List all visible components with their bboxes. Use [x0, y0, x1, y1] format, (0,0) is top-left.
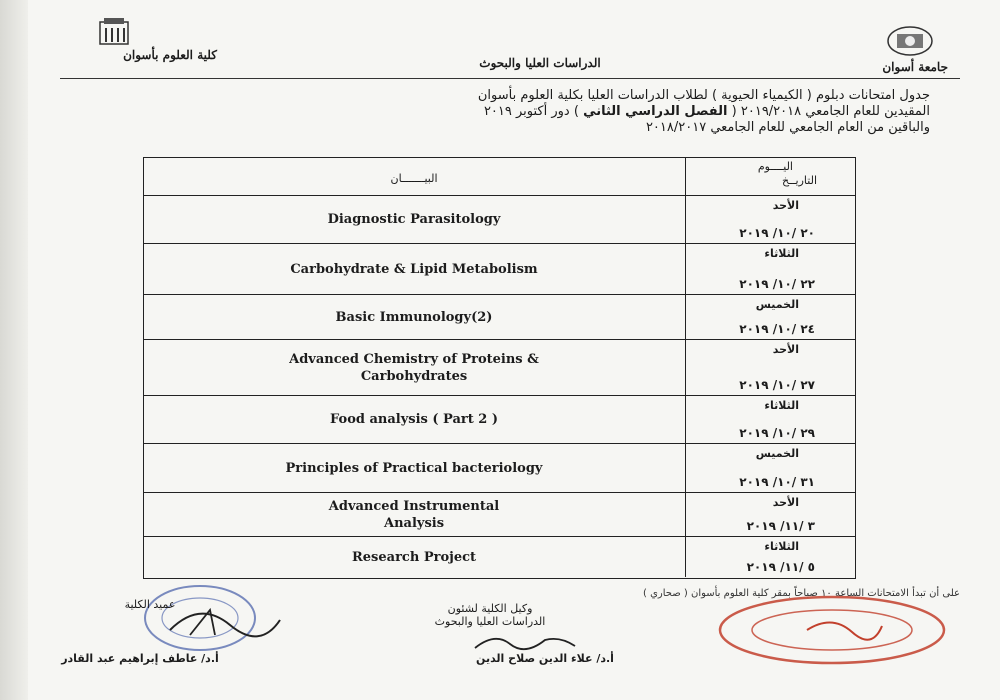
exam-date: ٢٧ /١٠/ ٢٠١٩	[739, 378, 815, 392]
exam-day: الأحد	[772, 496, 799, 509]
header-description: البيـــــــان	[390, 172, 438, 185]
table-row	[144, 340, 855, 396]
exam-date: ٢٩ /١٠/ ٢٠١٩	[739, 426, 815, 440]
university-name: جامعة أسوان	[882, 60, 948, 74]
exam-day: الأحد	[772, 199, 799, 212]
exam-date: ٣ /١١/ ٢٠١٩	[746, 519, 815, 533]
exam-schedule-table	[143, 157, 856, 579]
university-emblem-icon	[885, 24, 935, 58]
title-line-2-c: ) دور أكتوبر ٢٠١٩	[483, 104, 579, 119]
exam-time-note: على أن تبدأ الامتحانات الساعة ١٠ صباحاً بمقر كلية العلوم بأسوان ( صحاري )	[642, 588, 960, 599]
exam-date: ٢٠ /١٠/ ٢٠١٩	[739, 226, 815, 240]
subject-cell: Research Project	[351, 549, 477, 565]
title-line-3: والباقين من العام الجامعي للعام الجامعي ٢٠١٨/٢٠١٧	[645, 120, 930, 135]
exam-date: ٢٢ /١٠/ ٢٠١٩	[739, 277, 815, 291]
table-row	[144, 444, 855, 493]
exam-date: ٥ /١١/ ٢٠١٩	[746, 560, 815, 574]
exam-day: الثلاثاء	[764, 399, 799, 412]
date-cell	[685, 196, 855, 243]
header-date: التاريــخ	[782, 174, 817, 187]
date-cell	[685, 493, 855, 536]
date-cell	[685, 295, 855, 339]
header-divider	[60, 78, 960, 79]
table-row	[144, 196, 855, 244]
subject-cell: Basic Immunology(2)	[335, 309, 493, 325]
semester-label: الفصل الدراسي الثاني	[583, 104, 728, 119]
title-line-2-a: المقيدين للعام الجامعي ٢٠١٩/٢٠١٨ (	[731, 104, 930, 119]
page-fold-shadow	[0, 0, 28, 700]
dean-title: عميد الكلية	[124, 598, 176, 611]
table-row	[144, 396, 855, 444]
subject-cell: Advanced Instrumental Analysis	[328, 498, 500, 531]
document-title	[150, 88, 930, 136]
faculty-stamp-icon	[140, 580, 290, 660]
title-line-1: جدول امتحانات دبلوم ( الكيمياء الحيوية ) لطلاب الدراسات العليا بكلية العلوم بأسوان	[477, 88, 930, 103]
dean-name: أ.د/ عاطف إبراهيم عبد القادر	[61, 652, 219, 665]
vice-dean-title: وكيل الكلية لشئون الدراسات العليا والبحوث	[434, 602, 546, 628]
table-row	[144, 295, 855, 340]
vice-dean-signature-icon	[470, 630, 580, 654]
exam-day: الثلاثاء	[764, 247, 799, 260]
subject-cell: Diagnostic Parasitology	[327, 212, 501, 227]
exam-day: الأحد	[772, 343, 799, 356]
faculty-name: كلية العلوم بأسوان	[123, 48, 217, 62]
table-header-row	[144, 158, 855, 196]
title-line-2	[150, 104, 930, 120]
date-cell	[685, 537, 855, 577]
department-name: الدراسات العليا والبحوث	[479, 56, 601, 70]
table-row	[144, 244, 855, 295]
exam-date: ٣١ /١٠/ ٢٠١٩	[739, 475, 815, 489]
table-row	[144, 493, 855, 537]
subject-cell: Carbohydrate & Lipid Metabolism	[290, 261, 538, 277]
date-cell	[685, 396, 855, 443]
vice-dean-name: أ.د/ علاء الدين صلاح الدين	[476, 652, 614, 665]
subject-cell: Principles of Practical bacteriology	[285, 460, 543, 476]
exam-day: الخميس	[755, 447, 799, 460]
subject-cell: Advanced Chemistry of Proteins & Carbohydrates	[289, 351, 539, 384]
exam-day: الثلاثاء	[764, 540, 799, 553]
department-stamp-icon	[712, 592, 952, 667]
table-row	[144, 537, 855, 577]
date-cell	[685, 244, 855, 294]
faculty-emblem-icon	[96, 16, 132, 46]
date-cell	[685, 444, 855, 492]
subject-cell: Food analysis ( Part 2 )	[330, 412, 498, 427]
header-date-cell	[685, 158, 855, 195]
exam-date: ٢٤ /١٠/ ٢٠١٩	[739, 322, 815, 336]
header-day: اليــــوم	[757, 160, 793, 173]
exam-day: الخميس	[755, 298, 799, 311]
date-cell	[685, 340, 855, 395]
